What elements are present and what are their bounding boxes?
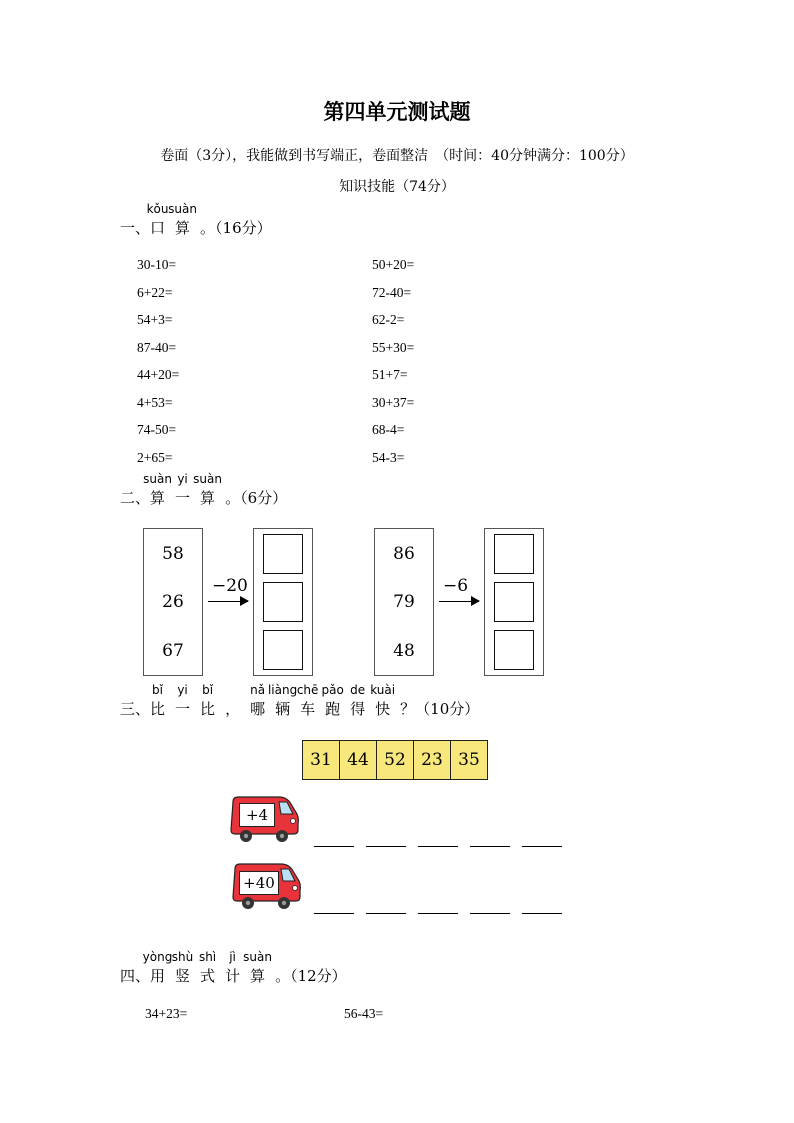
q2-g1-number: 58 bbox=[162, 544, 184, 564]
answer-blank[interactable] bbox=[366, 846, 406, 847]
heading-word bbox=[168, 202, 197, 238]
strip-cell: 31 bbox=[303, 741, 340, 779]
q4-item: 34+23= bbox=[145, 1006, 188, 1021]
heading-word bbox=[146, 202, 169, 238]
calc-item: 6+22= bbox=[137, 284, 173, 300]
calc-item: 51+7= bbox=[372, 367, 408, 382]
hanzi: 比 bbox=[150, 700, 166, 718]
heading-word bbox=[370, 683, 396, 719]
q2-tail: 。（6分） bbox=[225, 489, 288, 507]
q4-heading bbox=[120, 950, 347, 986]
calc-item: 55+30= bbox=[372, 339, 415, 355]
pinyin: liàng bbox=[267, 683, 298, 697]
q2-group2-answer-box bbox=[484, 528, 544, 676]
pinyin: suàn bbox=[143, 472, 172, 486]
heading-word bbox=[150, 683, 166, 719]
calc-item: 2+65= bbox=[137, 449, 173, 465]
q2-g2-number: 86 bbox=[393, 544, 415, 564]
arrow-head-icon bbox=[240, 596, 249, 606]
q2-group1-answer-box bbox=[253, 528, 313, 676]
q2-g1-number: 26 bbox=[162, 592, 184, 612]
pinyin: kǒu bbox=[146, 202, 169, 216]
pinyin: suàn bbox=[193, 472, 222, 486]
car1-label: +4 bbox=[239, 803, 275, 827]
q1-tail: 。（16分） bbox=[200, 219, 272, 237]
calc-item: 4+53= bbox=[137, 394, 173, 410]
answer-blank[interactable] bbox=[470, 846, 510, 847]
hanzi: 辆 bbox=[275, 700, 291, 718]
pinyin: yi bbox=[177, 472, 188, 486]
heading-word bbox=[175, 683, 191, 719]
calc-item: 54+3= bbox=[137, 312, 173, 327]
q1-heading bbox=[120, 202, 272, 238]
q2-g2-number: 79 bbox=[393, 592, 415, 612]
answer-box[interactable] bbox=[263, 630, 303, 670]
heading-word bbox=[142, 950, 173, 986]
calc-item: 30+37= bbox=[372, 394, 415, 410]
heading-word bbox=[225, 698, 240, 719]
heading-word bbox=[296, 683, 319, 719]
hanzi: 一 bbox=[175, 700, 191, 718]
q3-number: 三、 bbox=[120, 700, 151, 718]
pinyin: de bbox=[350, 683, 366, 697]
strip-cell: 44 bbox=[340, 741, 377, 779]
q2-g2-operation: −6 bbox=[443, 576, 469, 596]
heading-word bbox=[193, 472, 222, 508]
hanzi: 车 bbox=[300, 700, 316, 718]
answer-blank[interactable] bbox=[522, 913, 562, 914]
heading-word bbox=[200, 683, 216, 719]
pinyin: kuài bbox=[370, 683, 396, 697]
calc-item: 74-50= bbox=[137, 422, 177, 437]
calc-item: 68-4= bbox=[372, 422, 405, 437]
pinyin: yòng bbox=[142, 950, 173, 964]
calc-item: 30-10= bbox=[137, 257, 177, 272]
section-knowledge: 知识技能（74分） bbox=[339, 179, 455, 195]
strip-cell: 23 bbox=[414, 741, 451, 779]
hanzi: 一 bbox=[175, 489, 191, 507]
q2-g2-number: 48 bbox=[393, 641, 415, 661]
heading-word bbox=[171, 950, 194, 986]
q1-number: 一、 bbox=[120, 219, 151, 237]
heading-word bbox=[225, 950, 241, 986]
q4-number: 四、 bbox=[120, 967, 151, 985]
hanzi: 快 bbox=[375, 700, 391, 718]
pinyin: bǐ bbox=[152, 683, 163, 697]
hanzi: 算 bbox=[150, 489, 166, 507]
calc-item: 87-40= bbox=[137, 339, 177, 355]
hanzi: ， bbox=[225, 700, 241, 718]
answer-blank[interactable] bbox=[366, 913, 406, 914]
heading-word bbox=[175, 472, 191, 508]
calc-item: 62-2= bbox=[372, 312, 405, 327]
hanzi: 竖 bbox=[175, 967, 191, 985]
strip-cell: 52 bbox=[377, 741, 414, 779]
q2-heading bbox=[120, 472, 288, 508]
q4-tail: 。（12分） bbox=[275, 967, 347, 985]
page-title: 第四单元测试题 bbox=[323, 99, 471, 124]
hanzi: 口 bbox=[150, 219, 166, 237]
hanzi: 算 bbox=[250, 967, 266, 985]
subtitle: 卷面（3分），我能做到书写端正，卷面整洁 （时间：40分钟满分：100分） bbox=[160, 148, 634, 164]
q2-group2-source-box bbox=[374, 528, 434, 676]
pinyin: chē bbox=[296, 683, 319, 697]
q4-item: 56-43= bbox=[344, 1006, 384, 1021]
hanzi: 用 bbox=[150, 967, 166, 985]
heading-word bbox=[243, 950, 272, 986]
q2-g1-operation: −20 bbox=[212, 576, 248, 596]
heading-word bbox=[143, 472, 172, 508]
answer-blank[interactable] bbox=[418, 913, 458, 914]
hanzi: 哪 bbox=[250, 700, 266, 718]
strip-cell: 35 bbox=[451, 741, 487, 779]
calc-item: 72-40= bbox=[372, 284, 412, 300]
arrow-head-icon bbox=[471, 596, 480, 606]
hanzi: 跑 bbox=[325, 700, 341, 718]
heading-word bbox=[250, 683, 266, 719]
heading-word bbox=[321, 683, 344, 719]
hanzi: 计 bbox=[225, 967, 241, 985]
calc-item: 50+20= bbox=[372, 257, 415, 272]
answer-box[interactable] bbox=[263, 534, 303, 574]
heading-word bbox=[267, 683, 298, 719]
answer-blank[interactable] bbox=[314, 913, 354, 914]
hanzi: 比 bbox=[200, 700, 216, 718]
hanzi: 算 bbox=[200, 489, 216, 507]
pinyin: shù bbox=[171, 950, 194, 964]
car2-label: +40 bbox=[239, 871, 279, 895]
pinyin: jì bbox=[229, 950, 236, 964]
q2-g1-number: 67 bbox=[162, 641, 184, 661]
answer-blank[interactable] bbox=[522, 846, 562, 847]
answer-blank[interactable] bbox=[314, 846, 354, 847]
hanzi: 得 bbox=[350, 700, 366, 718]
q2-number: 二、 bbox=[120, 489, 151, 507]
calc-item: 54-3= bbox=[372, 449, 405, 465]
hanzi: 算 bbox=[175, 219, 191, 237]
calc-item: 44+20= bbox=[137, 367, 180, 382]
q3-heading bbox=[120, 683, 480, 719]
pinyin: shì bbox=[198, 950, 217, 964]
pinyin: nǎ bbox=[250, 683, 266, 697]
answer-blank[interactable] bbox=[470, 913, 510, 914]
number-strip bbox=[302, 740, 488, 780]
pinyin: bǐ bbox=[202, 683, 214, 697]
pinyin: suàn bbox=[243, 950, 272, 964]
pinyin: yi bbox=[177, 683, 188, 697]
heading-word bbox=[350, 683, 366, 719]
pinyin: suàn bbox=[168, 202, 197, 216]
q2-group1-source-box bbox=[143, 528, 203, 676]
answer-box[interactable] bbox=[494, 582, 534, 622]
answer-box[interactable] bbox=[263, 582, 303, 622]
answer-box[interactable] bbox=[494, 534, 534, 574]
hanzi: 式 bbox=[200, 967, 216, 985]
answer-box[interactable] bbox=[494, 630, 534, 670]
pinyin: pǎo bbox=[321, 683, 344, 697]
answer-blank[interactable] bbox=[418, 846, 458, 847]
heading-word bbox=[198, 950, 217, 986]
q3-tail: ？（10分） bbox=[400, 700, 480, 718]
